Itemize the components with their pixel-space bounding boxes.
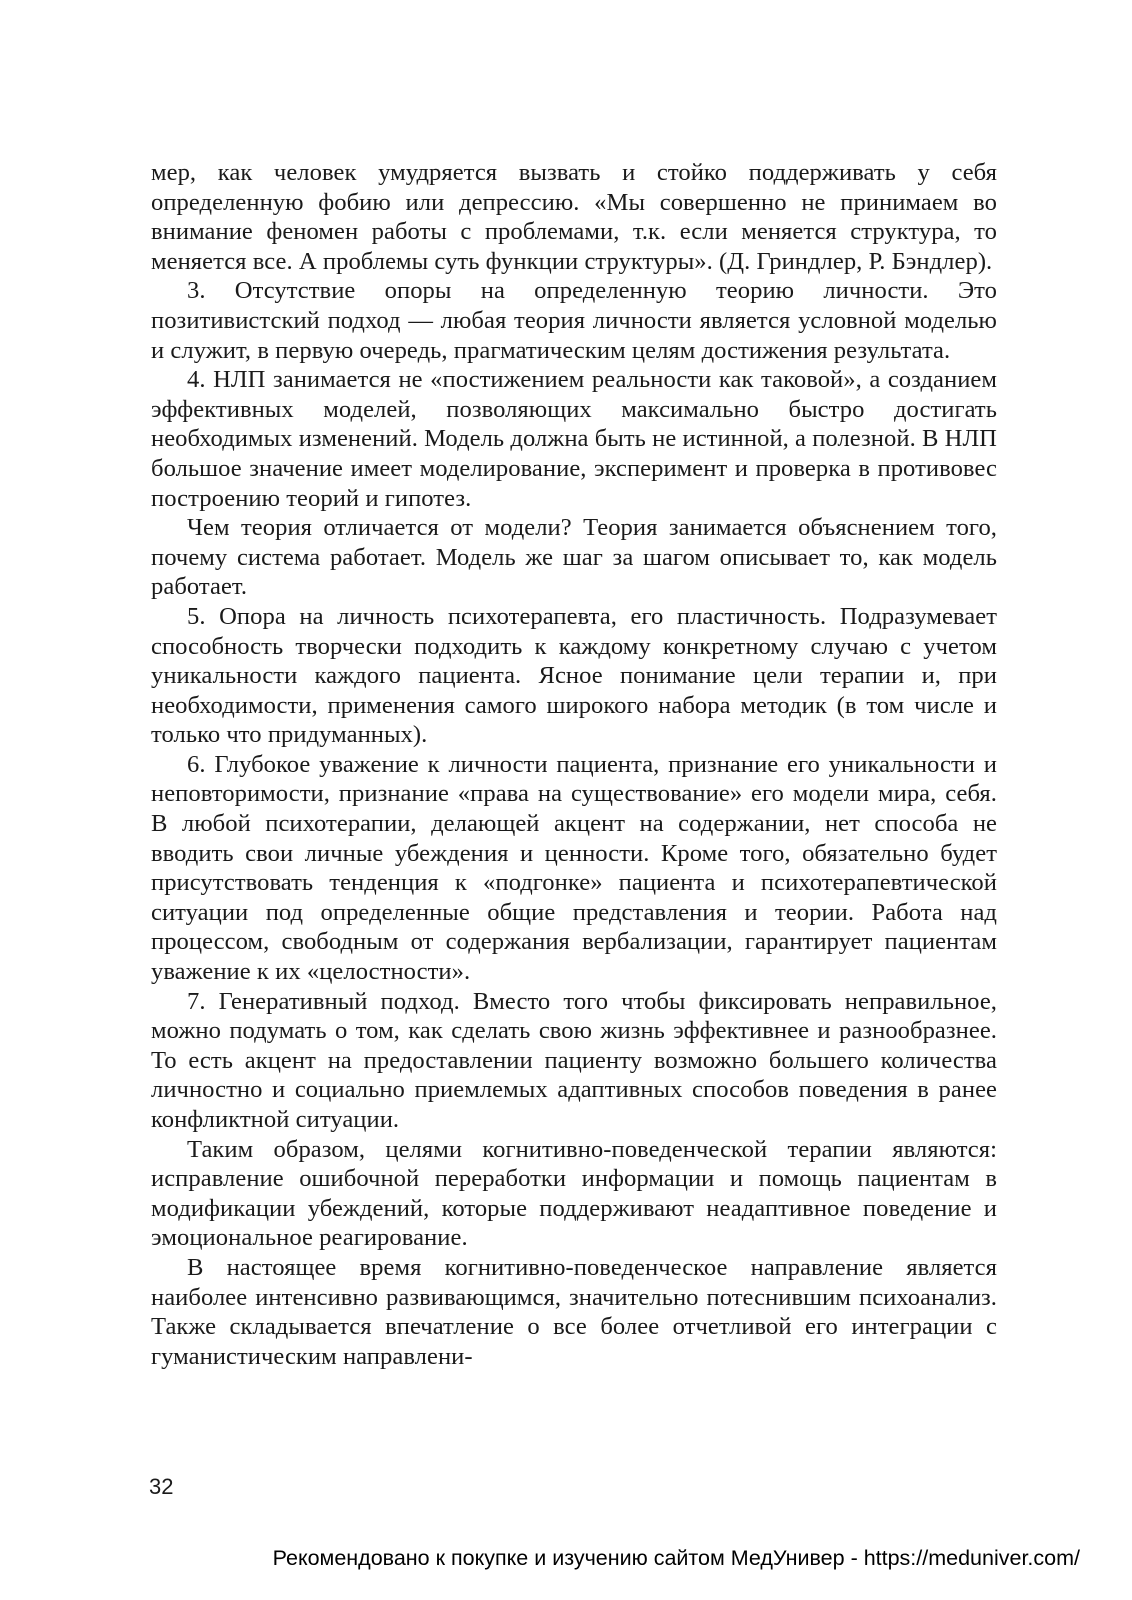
paragraph-continuation: мер, как человек умудряется вызвать и стойко поддерживать у себя определенную фобию или депрессию. «Мы совершенно не принимаем во внимание феномен работы с проблемами, т.к. если меняется структура, то меняется все. А проблемы суть функции структуры». (Д. Гриндлер, Р. Бэндлер). (151, 159, 997, 275)
paragraph-theory-vs-model: Чем теория отличается от модели? Теория занимается объяснением того, почему система работает. Модель же шаг за шагом описывает то, как модель работает. (151, 514, 997, 601)
paragraph-item-6: 6. Глубокое уважение к личности пациента, признание его уникальности и неповторимости, признание «права на существование» его модели мира, себя. В любой психотерапии, делающей акцент на содержании, нет способа не вводить свои личные убеждения и ценности. Кроме того, обязательно будет присутствовать тенденция к «подгонке» пациента и психотерапевтической ситуации под определенные общие представления и теории. Работа над процессом, свободным от содержания вербализации, гарантирует пациентам уважение к их «целостности». (151, 750, 997, 986)
page-number: 32 (149, 1474, 174, 1499)
paragraph-item-7: 7. Генеративный подход. Вместо того чтобы фиксировать неправильное, можно подумать о том, как сделать свою жизнь эффективнее и разнообразнее. То есть акцент на предоставлении пациенту возможно большего количества личностно и социально приемлемых адаптивных способов поведения в ранее конфликтной ситуации. (151, 987, 997, 1133)
paragraph-item-3: 3. Отсутствие опоры на определенную теорию личности. Это позитивистский подход — любая теория личности является условной моделью и служит, в первую очередь, прагматическим целям достижения результата. (151, 277, 997, 364)
paragraph-goals: Таким образом, целями когнитивно-поведенческой терапии являются: исправление ошибочной переработки информации и помощь пациентам в модификации убеждений, которые поддерживают неадаптивное поведение и эмоциональное реагирование. (151, 1135, 997, 1252)
paragraph-current-state: В настоящее время когнитивно-поведенческое направление является наиболее интенсивно развивающимся, значительно потеснившим психоанализ. Также складывается впечатление о все более отчетливой его интеграции с гуманистическим направлени- (151, 1253, 997, 1370)
paragraph-item-5: 5. Опора на личность психотерапевта, его пластичность. Подразумевает способность творчески подходить к каждому конкретному случаю с учетом уникальности каждого пациента. Ясное понимание цели терапии и, при необходимости, применения самого широкого набора методик (в том числе и только что придуманных). (151, 602, 997, 749)
body-text (151, 158, 997, 1371)
footer-recommendation: Рекомендовано к покупке и изучению сайтом МедУнивер - https://meduniver.com/ (272, 1546, 1080, 1570)
paragraph-item-4: 4. НЛП занимается не «постижением реальности как таковой», а созданием эффективных моделей, позволяющих максимально быстро достигать необходимых изменений. Модель должна быть не истинной, а полезной. В НЛП большое значение имеет моделирование, эксперимент и проверка в противовес построению теорий и гипотез. (151, 366, 997, 512)
